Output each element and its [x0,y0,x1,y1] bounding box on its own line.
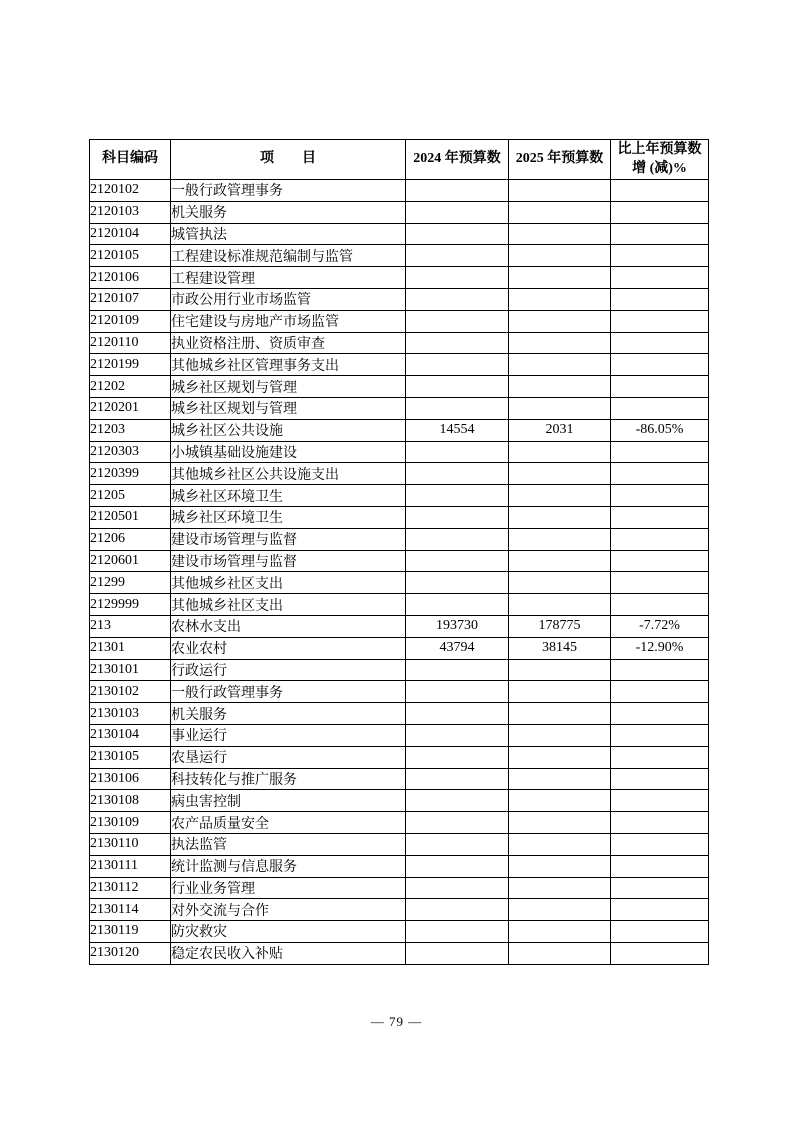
table-row [90,354,709,376]
cell-y2024 [406,899,509,921]
cell-y2025 [509,463,611,485]
cell-code: 2120303 [90,441,171,463]
cell-change [611,397,709,419]
table-body [90,180,709,965]
cell-change [611,310,709,332]
cell-y2024: 193730 [406,615,509,637]
cell-change [611,921,709,943]
cell-change [611,572,709,594]
cell-y2025 [509,572,611,594]
cell-item: 其他城乡社区支出 [171,594,406,616]
table-row [90,877,709,899]
cell-change [611,812,709,834]
cell-y2025 [509,245,611,267]
cell-y2025 [509,659,611,681]
table-row [90,724,709,746]
cell-item: 执业资格注册、资质审查 [171,332,406,354]
cell-change [611,245,709,267]
cell-change [611,790,709,812]
cell-change [611,180,709,202]
cell-y2024 [406,659,509,681]
cell-code: 2130112 [90,877,171,899]
table-row [90,550,709,572]
cell-change: -7.72% [611,615,709,637]
cell-y2025 [509,397,611,419]
cell-item: 科技转化与推广服务 [171,768,406,790]
cell-change [611,354,709,376]
cell-change [611,485,709,507]
cell-y2024 [406,790,509,812]
cell-y2025: 38145 [509,637,611,659]
header-2024-budget: 2024 年预算数 [406,140,509,180]
cell-y2025 [509,899,611,921]
cell-y2024 [406,245,509,267]
cell-y2024 [406,681,509,703]
cell-item: 城乡社区规划与管理 [171,376,406,398]
cell-code: 2130101 [90,659,171,681]
cell-item: 对外交流与合作 [171,899,406,921]
cell-y2024 [406,812,509,834]
cell-item: 行政运行 [171,659,406,681]
cell-code: 21205 [90,485,171,507]
cell-change [611,899,709,921]
cell-item: 工程建设管理 [171,267,406,289]
table-row [90,746,709,768]
cell-y2025: 2031 [509,419,611,441]
cell-change [611,681,709,703]
cell-item: 工程建设标准规范编制与监管 [171,245,406,267]
cell-item: 建设市场管理与监督 [171,550,406,572]
cell-y2024 [406,201,509,223]
cell-y2025 [509,332,611,354]
cell-y2025 [509,441,611,463]
cell-y2024 [406,833,509,855]
cell-code: 21202 [90,376,171,398]
table-row [90,288,709,310]
cell-y2024 [406,332,509,354]
table-row [90,528,709,550]
cell-y2024 [406,397,509,419]
cell-code: 21203 [90,419,171,441]
cell-item: 一般行政管理事务 [171,180,406,202]
table-row [90,441,709,463]
cell-code: 21301 [90,637,171,659]
budget-table [89,139,709,965]
cell-item: 农林水支出 [171,615,406,637]
table-row [90,332,709,354]
page-number: — 79 — [370,1014,423,1029]
cell-code: 2120201 [90,397,171,419]
table-row [90,485,709,507]
table-row [90,397,709,419]
cell-code: 213 [90,615,171,637]
table-row [90,942,709,964]
cell-code: 2120399 [90,463,171,485]
cell-y2025 [509,681,611,703]
table-row [90,376,709,398]
table-row [90,201,709,223]
table-row [90,637,709,659]
cell-y2025 [509,485,611,507]
cell-item: 病虫害控制 [171,790,406,812]
cell-item: 城乡社区规划与管理 [171,397,406,419]
cell-code: 2129999 [90,594,171,616]
cell-code: 2120199 [90,354,171,376]
cell-y2025 [509,724,611,746]
cell-code: 2130103 [90,703,171,725]
table-row [90,463,709,485]
cell-code: 2130109 [90,812,171,834]
cell-code: 2130102 [90,681,171,703]
cell-change [611,746,709,768]
cell-y2025 [509,921,611,943]
cell-item: 事业运行 [171,724,406,746]
cell-change [611,201,709,223]
cell-code: 2120103 [90,201,171,223]
cell-item: 其他城乡社区支出 [171,572,406,594]
cell-y2024 [406,441,509,463]
cell-item: 农产品质量安全 [171,812,406,834]
cell-y2025 [509,812,611,834]
cell-code: 2120105 [90,245,171,267]
cell-change [611,768,709,790]
cell-code: 2120104 [90,223,171,245]
table-row [90,419,709,441]
cell-item: 执法监管 [171,833,406,855]
cell-y2025 [509,528,611,550]
table-row [90,245,709,267]
cell-y2024 [406,550,509,572]
cell-change [611,594,709,616]
table-row [90,833,709,855]
cell-item: 其他城乡社区公共设施支出 [171,463,406,485]
cell-y2024: 43794 [406,637,509,659]
cell-y2025 [509,310,611,332]
cell-y2024 [406,746,509,768]
cell-y2024 [406,942,509,964]
header-2025-budget: 2025 年预算数 [509,140,611,180]
cell-y2024 [406,703,509,725]
table-row [90,790,709,812]
cell-change [611,441,709,463]
table-row [90,572,709,594]
cell-code: 2130105 [90,746,171,768]
table-row [90,615,709,637]
cell-code: 21299 [90,572,171,594]
cell-y2025 [509,223,611,245]
cell-item: 城管执法 [171,223,406,245]
cell-y2025 [509,768,611,790]
cell-change [611,942,709,964]
cell-y2024 [406,877,509,899]
cell-y2024 [406,288,509,310]
cell-change [611,877,709,899]
cell-code: 2120109 [90,310,171,332]
cell-change [611,659,709,681]
cell-y2025: 178775 [509,615,611,637]
cell-change [611,463,709,485]
header-item: 项 目 [171,140,406,180]
table-row [90,506,709,528]
table-row [90,703,709,725]
cell-y2025 [509,746,611,768]
cell-y2025 [509,506,611,528]
cell-code: 2130106 [90,768,171,790]
table-row [90,899,709,921]
table-row [90,223,709,245]
cell-y2024 [406,506,509,528]
cell-code: 2130120 [90,942,171,964]
table-row [90,812,709,834]
cell-code: 2130114 [90,899,171,921]
table-row [90,180,709,202]
table-row [90,921,709,943]
table-row [90,855,709,877]
table-row [90,594,709,616]
cell-y2024: 14554 [406,419,509,441]
cell-y2024 [406,768,509,790]
cell-change [611,288,709,310]
cell-change: -86.05% [611,419,709,441]
cell-change [611,267,709,289]
cell-code: 2130110 [90,833,171,855]
cell-change [611,506,709,528]
cell-item: 统计监测与信息服务 [171,855,406,877]
cell-item: 一般行政管理事务 [171,681,406,703]
table-header-row [90,140,709,180]
cell-item: 小城镇基础设施建设 [171,441,406,463]
cell-y2025 [509,288,611,310]
cell-item: 机关服务 [171,201,406,223]
table-row [90,267,709,289]
cell-change [611,332,709,354]
cell-code: 2130108 [90,790,171,812]
cell-y2024 [406,724,509,746]
cell-change [611,376,709,398]
cell-item: 城乡社区环境卫生 [171,485,406,507]
cell-y2024 [406,354,509,376]
cell-code: 2120102 [90,180,171,202]
cell-item: 行业业务管理 [171,877,406,899]
cell-y2025 [509,790,611,812]
cell-y2025 [509,180,611,202]
cell-y2024 [406,572,509,594]
cell-item: 机关服务 [171,703,406,725]
cell-code: 2120501 [90,506,171,528]
cell-item: 市政公用行业市场监管 [171,288,406,310]
cell-y2025 [509,267,611,289]
cell-y2025 [509,354,611,376]
table-row [90,681,709,703]
cell-code: 2130111 [90,855,171,877]
cell-change [611,528,709,550]
cell-y2025 [509,703,611,725]
cell-y2024 [406,485,509,507]
header-change-line2: 增 (减)% [632,160,687,176]
cell-y2024 [406,855,509,877]
cell-y2025 [509,833,611,855]
cell-code: 2120107 [90,288,171,310]
cell-item: 农垦运行 [171,746,406,768]
header-change [611,140,709,180]
cell-code: 2120106 [90,267,171,289]
cell-item: 防灾救灾 [171,921,406,943]
header-change-line1: 比上年预算数 [617,142,702,158]
cell-change [611,724,709,746]
cell-change [611,703,709,725]
cell-change [611,855,709,877]
table-row [90,768,709,790]
cell-y2024 [406,223,509,245]
cell-y2025 [509,550,611,572]
header-code: 科目编码 [90,140,171,180]
table-row [90,310,709,332]
cell-y2025 [509,855,611,877]
cell-y2024 [406,528,509,550]
cell-y2024 [406,921,509,943]
cell-change [611,550,709,572]
cell-code: 2130104 [90,724,171,746]
cell-y2025 [509,376,611,398]
cell-code: 21206 [90,528,171,550]
cell-y2024 [406,267,509,289]
cell-code: 2120601 [90,550,171,572]
cell-item: 城乡社区环境卫生 [171,506,406,528]
cell-change: -12.90% [611,637,709,659]
cell-y2025 [509,201,611,223]
cell-y2025 [509,877,611,899]
cell-y2024 [406,463,509,485]
table-row [90,659,709,681]
cell-change [611,223,709,245]
cell-code: 2120110 [90,332,171,354]
cell-y2024 [406,180,509,202]
cell-y2025 [509,942,611,964]
cell-code: 2130119 [90,921,171,943]
cell-y2024 [406,594,509,616]
cell-item: 稳定农民收入补贴 [171,942,406,964]
cell-item: 城乡社区公共设施 [171,419,406,441]
cell-y2025 [509,594,611,616]
cell-change [611,833,709,855]
cell-y2024 [406,310,509,332]
cell-item: 其他城乡社区管理事务支出 [171,354,406,376]
cell-item: 建设市场管理与监督 [171,528,406,550]
cell-item: 住宅建设与房地产市场监管 [171,310,406,332]
cell-y2024 [406,376,509,398]
cell-item: 农业农村 [171,637,406,659]
